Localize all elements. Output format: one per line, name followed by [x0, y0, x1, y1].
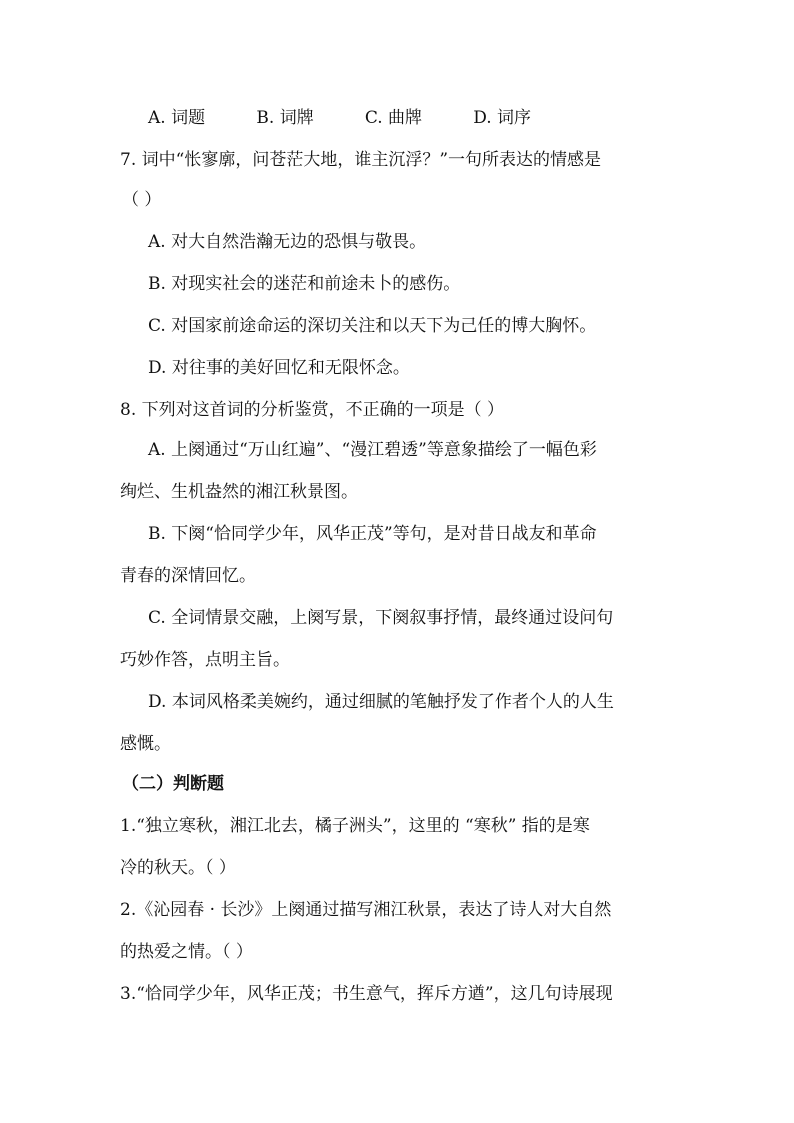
q8-stem: 8. 下列对这首词的分析鉴赏，不正确的一项是（ ）: [120, 400, 505, 420]
q8-option-c-line1: C. 全词情景交融，上阕写景，下阕叙事抒情，最终通过设问句: [148, 608, 614, 628]
q7-option-c: C. 对国家前途命运的深切关注和以天下为己任的博大胸怀。: [148, 316, 597, 336]
q6-option-d: D. 词序: [473, 108, 532, 128]
q8-option-d-line2: 感慨。: [120, 734, 171, 754]
q7-stem-line2: （ ）: [122, 190, 162, 210]
q8-option-b-line1: B. 下阕“恰同学少年，风华正茂”等句，是对昔日战友和革命: [148, 524, 597, 544]
q8-option-a-line1: A. 上阕通过“万山红遍”、“漫江碧透”等意象描绘了一幅色彩: [148, 440, 597, 460]
q6-option-b: B. 词牌: [256, 108, 314, 128]
q7-option-b: B. 对现实社会的迷茫和前途未卜的感伤。: [148, 274, 461, 294]
section-heading-judgement: （二）判断题: [122, 774, 224, 794]
q7-option-a: A. 对大自然浩瀚无边的恐惧与敬畏。: [148, 232, 427, 252]
judge-3-line1: 3.“恰同学少年，风华正茂；书生意气，挥斥方遒”，这几句诗展现: [120, 984, 613, 1004]
q7-stem-line1: 7. 词中“怅寥廓，问苍茫大地，谁主沉浮？”一句所表达的情感是: [120, 150, 602, 170]
q8-option-a-line2: 绚烂、生机盎然的湘江秋景图。: [120, 482, 358, 502]
judge-2-line1: 2.《沁园春 · 长沙》上阕通过描写湘江秋景，表达了诗人对大自然: [120, 900, 612, 920]
q7-option-d: D. 对往事的美好回忆和无限怀念。: [148, 358, 410, 378]
q6-options: [148, 106, 794, 130]
q6-option-c: C. 曲牌: [364, 108, 423, 128]
q8-option-d-line1: D. 本词风格柔美婉约，通过细腻的笔触抒发了作者个人的人生: [148, 692, 614, 712]
judge-2-line2: 的热爱之情。（ ）: [120, 942, 253, 962]
q6-option-a: A. 词题: [148, 108, 206, 128]
judge-1-line1: 1.“独立寒秋，湘江北去，橘子洲头”，这里的 “寒秋” 指的是寒: [120, 816, 590, 836]
q8-option-b-line2: 青春的深情回忆。: [120, 566, 256, 586]
q8-option-c-line2: 巧妙作答，点明主旨。: [120, 650, 290, 670]
judge-1-line2: 冷的秋天。（ ）: [120, 858, 236, 878]
